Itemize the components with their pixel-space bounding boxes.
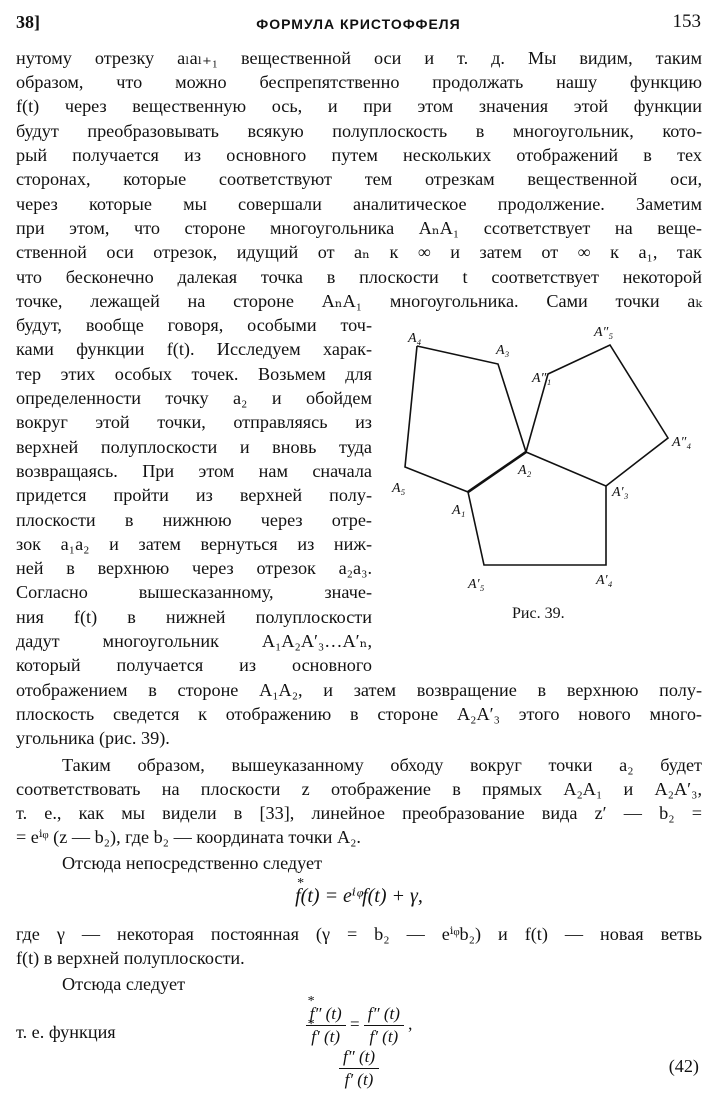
- equation-number: (42): [668, 1056, 699, 1076]
- label-a4-prime: A′₄: [596, 573, 613, 588]
- polygon-side: [526, 345, 668, 486]
- label-a4-double-prime: A″₄: [672, 435, 692, 450]
- polygon-side: [468, 452, 606, 565]
- figure-caption: Рис. 39.: [512, 605, 565, 622]
- text-line: будут преобразовывать всякую полуплоскость в многоугольник, кото-: [16, 121, 702, 141]
- text-line: будут, вообще говоря, особыми точ-: [16, 315, 372, 335]
- text-line: вокруг этой точки, отправляясь из: [16, 412, 372, 432]
- polygon-side: [417, 346, 526, 452]
- page-number: 153: [672, 11, 701, 32]
- running-title: ФОРМУЛА КРИСТОФФЕЛЯ: [256, 16, 461, 32]
- label-a2: A₂: [518, 463, 532, 478]
- label-a5-prime: A′₅: [468, 577, 485, 592]
- denominator: f′ (t): [369, 1027, 399, 1046]
- polygon-side: [405, 346, 468, 492]
- denominator: f′ (t): [344, 1070, 374, 1089]
- text-line: т. е. функция: [16, 1022, 116, 1042]
- text-line: возвращаясь. При этом нам сначала: [16, 461, 372, 481]
- text-line: через которые мы совершали аналитическое продолжение. Заметим: [16, 194, 702, 214]
- label-a5-double-prime: A″₅: [594, 325, 614, 340]
- text-line: т. е., как мы видели в [33], линейное преобразование вида z′ — b₂ =: [16, 803, 702, 823]
- text-line: образом, что можно беспрепятственно продолжать нашу функцию: [16, 72, 702, 92]
- text-line: точке, лежащей на стороне AₙA₁ многоугольника. Сами точки aₖ: [16, 291, 702, 311]
- comma: ,: [408, 1014, 413, 1034]
- text-line: где γ — некоторая постоянная (γ = b₂ — eⁱᵠb₂) и f(t) — новая ветвь: [16, 924, 702, 944]
- text-line: зок a₁a₂ и затем вернуться из ниж-: [16, 534, 372, 554]
- text-line: плоскость сведется к отображению в стороне A₂A′₃ этого нового много-: [16, 704, 702, 724]
- text-line: Таким образом, вышеуказанному обходу вокруг точки a₂ будет: [62, 755, 702, 775]
- equation-1: [16, 884, 702, 908]
- text-line: который получается из основного: [16, 655, 372, 675]
- label-a3: A₃: [496, 343, 510, 358]
- label-a3-prime: A′₃: [612, 485, 629, 500]
- text-line: определенности точку a₂ и обойдем: [16, 388, 372, 408]
- numerator: * f″ (t): [306, 1003, 346, 1026]
- numerator: f″ (t): [339, 1046, 379, 1069]
- text-line: отображением в стороне A₁A₂, и затем возвращение в верхнюю полу-: [16, 680, 702, 700]
- text-line: ственной оси отрезок, идущий от aₙ к ∞ и затем от ∞ к a₁, так: [16, 242, 702, 262]
- text-line: угольника (рис. 39).: [16, 728, 170, 748]
- text-line: соответствовать на плоскости z отображение в прямых A₂A₁ и A₂A′₃,: [16, 779, 702, 799]
- text-line: верхней полуплоскости и вновь туда: [16, 437, 372, 457]
- equals-sign: =: [349, 1014, 360, 1034]
- text-line: при этом, что стороне многоугольника AₙA₁ ссответствует на веще-: [16, 218, 702, 238]
- text-line: f(t) в верхней полуплоскости.: [16, 948, 245, 968]
- text-line: = eⁱᵠ (z — b₂), где b₂ — координата точки A₂.: [16, 827, 361, 847]
- text-line: что бесконечно далекая точка в плоскости t соответствует некоторой: [16, 267, 702, 287]
- text-line: f(t) через вещественную ось, и при этом значения этой функции: [16, 96, 702, 116]
- section-number: 38]: [16, 12, 40, 32]
- denominator: * f′ (t): [306, 1026, 346, 1048]
- label-a5: A₅: [392, 481, 406, 496]
- text-line: ней в верхнюю через отрезок a₂a₃.: [16, 558, 372, 578]
- page-header: [16, 10, 701, 36]
- label-a4: A₄: [408, 331, 422, 346]
- label-a1: A₁: [452, 503, 466, 518]
- text-line: сторонах, которые соответствуют тем отрезкам вещественной оси,: [16, 169, 702, 189]
- text-line: дадут многоугольник A₁A₂A′₃…A′ₙ,: [16, 631, 372, 651]
- text-line: Отсюда следует: [62, 974, 186, 994]
- text-line: тер этих особых точек. Возьмем для: [16, 364, 372, 384]
- text-line: Отсюда непосредственно следует: [62, 853, 323, 873]
- label-a1-double-prime: A″₁: [532, 371, 552, 386]
- text-line: рый получается из основного путем нескольких отображений в тех: [16, 145, 702, 165]
- text-line: ния f(t) в нижней полуплоскости: [16, 607, 372, 627]
- text-line: нутому отрезку aₗaₗ₊₁ вещественной оси и т. д. Мы видим, таким: [16, 48, 702, 68]
- numerator: f″ (t): [364, 1003, 404, 1026]
- text-line: ками функции f(t). Исследуем харак-: [16, 339, 372, 359]
- equation-1-rhs: = eⁱᵠf(t) + γ,: [324, 885, 423, 907]
- figure-39-polygons: [380, 312, 700, 632]
- text-line: плоскости в нижнюю через отре-: [16, 510, 372, 530]
- equation-1-lhs: * f(t): [295, 884, 319, 908]
- fraction: [339, 1046, 379, 1091]
- text-line: Согласно вышесказанному, значе-: [16, 582, 372, 602]
- text-line: придется пройти из верхней полу-: [16, 485, 372, 505]
- equation-3: [16, 1046, 702, 1091]
